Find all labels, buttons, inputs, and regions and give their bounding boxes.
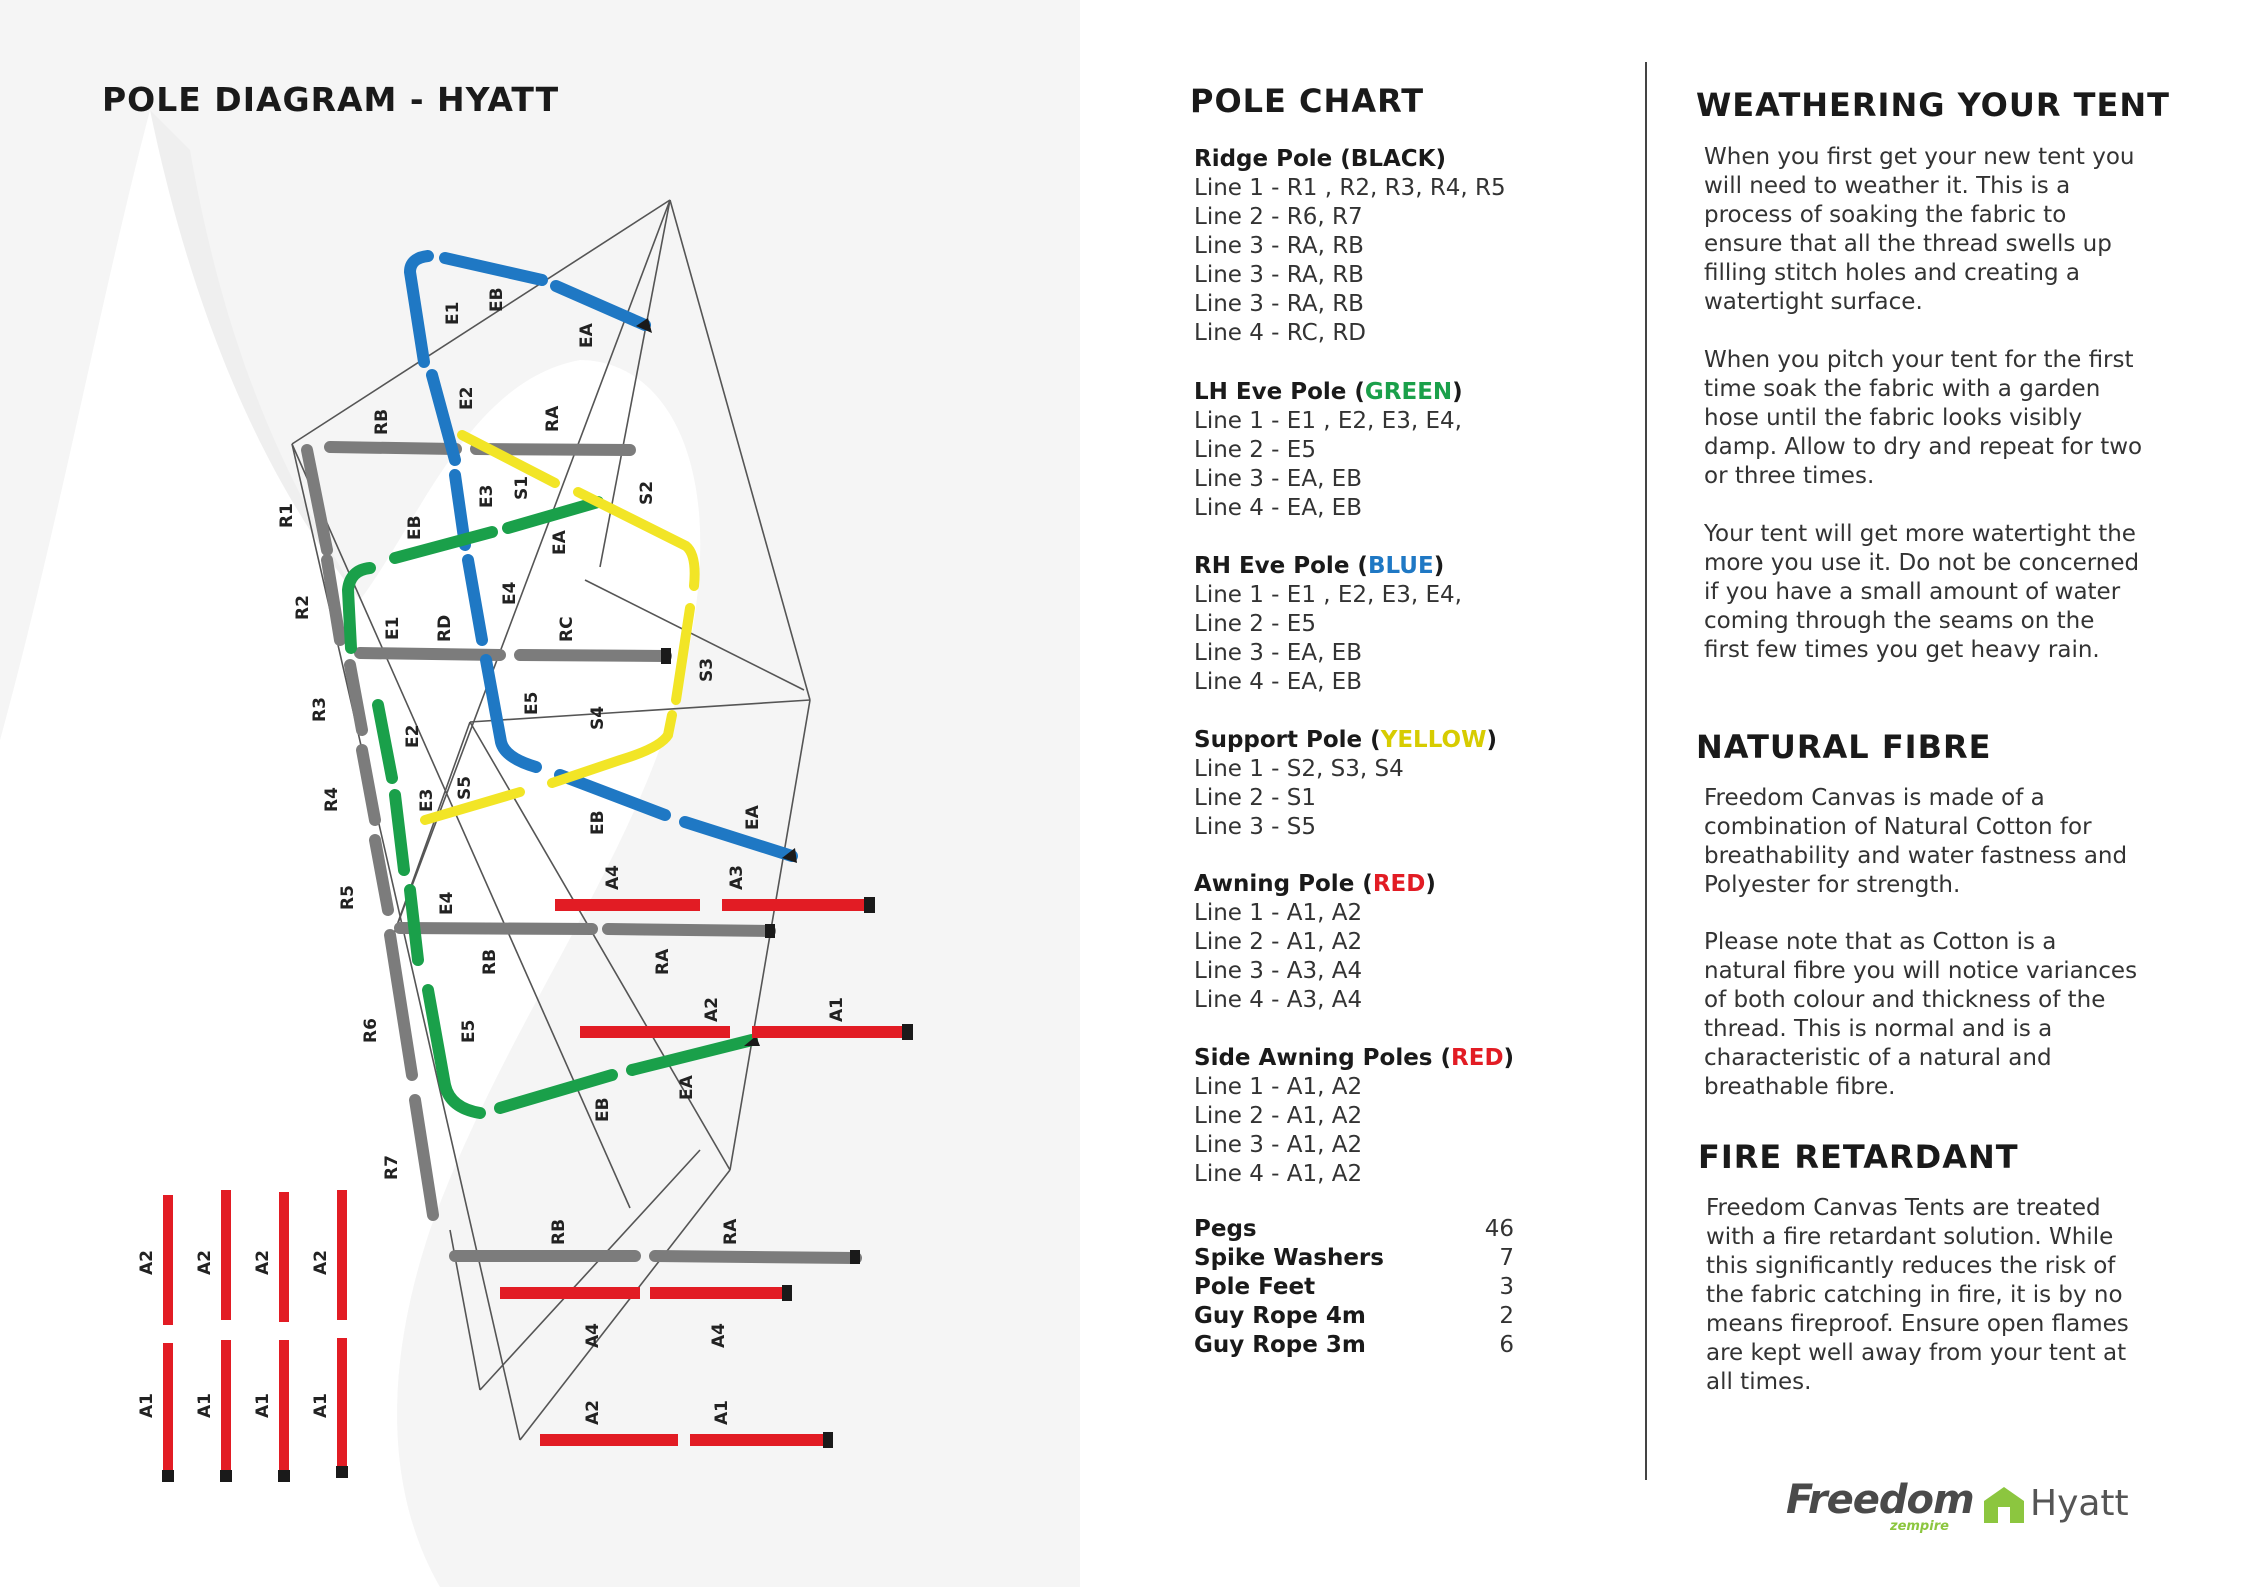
- pole-line-item: Line 3 - RA, RB: [1194, 233, 1364, 259]
- natural-fibre-paragraph-2: Please note that as Cotton is a natural fibre you will notice variances of both colour and thickness of the thread. This is normal and is a characteristic of a natural and breathable fibre.: [1704, 929, 2138, 1100]
- pole-section-heading: LH Eve Pole (GREEN): [1194, 379, 1463, 405]
- label-E4: E4: [437, 891, 457, 915]
- label-RD: RD: [435, 614, 455, 642]
- total-row: [1194, 1244, 1514, 1273]
- label-EA: EA: [577, 323, 597, 348]
- pole-E1-blue: [410, 256, 428, 362]
- pole-line-item: Line 4 - RC, RD: [1194, 320, 1367, 346]
- pole-line-item: Line 3 - RA, RB: [1194, 291, 1364, 317]
- pole-line-item: Line 3 - A1, A2: [1194, 1132, 1363, 1158]
- pole-RA-mid: [608, 929, 770, 931]
- total-label: Pole Feet: [1194, 1274, 1316, 1300]
- label-RB: RB: [549, 1218, 569, 1245]
- pole-section: [1194, 145, 1524, 348]
- pole-line-item: Line 4 - EA, EB: [1194, 669, 1362, 695]
- label-EB: EB: [405, 515, 425, 540]
- pole-section: [1194, 552, 1524, 697]
- label-A1: A1: [195, 1393, 215, 1418]
- pole-line-item: Line 2 - R6, R7: [1194, 204, 1363, 230]
- label-RA: RA: [721, 1218, 741, 1245]
- label-EA: EA: [743, 805, 763, 830]
- weathering-title: WEATHERING YOUR TENT: [1696, 86, 2170, 124]
- label-A2: A2: [311, 1250, 331, 1275]
- pole-R1: [307, 450, 327, 550]
- pole-line-item: Line 3 - EA, EB: [1194, 466, 1362, 492]
- weathering-paragraph-2: When you pitch your tent for the first time soak the fabric with a garden hose until the fabric looks visibly damp. Allow to dry and repeat for two or three times.: [1704, 347, 2143, 489]
- label-E1: E1: [443, 301, 463, 325]
- pole-section-heading: Awning Pole (RED): [1194, 871, 1436, 897]
- label-E3: E3: [477, 484, 497, 508]
- label-A2: A2: [253, 1250, 273, 1275]
- total-row: [1194, 1302, 1514, 1331]
- label-A1: A1: [712, 1400, 732, 1425]
- pole-RD: [360, 653, 500, 655]
- pole-line-item: Line 2 - E5: [1194, 611, 1316, 637]
- pole-section: [1194, 378, 1524, 523]
- logo-model: Hyatt: [2030, 1483, 2129, 1524]
- label-A1: A1: [137, 1393, 157, 1418]
- pole-line-item: Line 2 - S1: [1194, 785, 1317, 811]
- label-A2: A2: [702, 997, 722, 1022]
- pole-section-heading: Side Awning Poles (RED): [1194, 1045, 1515, 1071]
- pole-section-heading: RH Eve Pole (BLUE): [1194, 553, 1445, 579]
- total-value: 6: [1499, 1332, 1514, 1358]
- pole-EA-blue-2: [685, 822, 792, 856]
- pole-line-item: Line 1 - A1, A2: [1194, 900, 1363, 926]
- pole-line-item: Line 1 - E1 , E2, E3, E4,: [1194, 582, 1462, 608]
- logo-brand: Freedom: [1786, 1477, 1974, 1523]
- label-S2: S2: [637, 480, 657, 505]
- pole-section: [1194, 726, 1524, 842]
- pole-line-item: Line 3 - S5: [1194, 814, 1317, 840]
- pole-line-item: Line 1 - R1 , R2, R3, R4, R5: [1194, 175, 1506, 201]
- total-value: 7: [1499, 1245, 1514, 1271]
- pole-R3: [350, 665, 362, 730]
- label-E5: E5: [522, 691, 542, 715]
- label-EA: EA: [677, 1075, 697, 1100]
- pole-EB-blue: [445, 258, 542, 280]
- pole-E1-green: [348, 568, 370, 648]
- logo-sub: zempire: [1890, 1519, 1949, 1534]
- pole-E4-blue: [468, 560, 482, 640]
- diagram-title: POLE DIAGRAM - HYATT: [102, 80, 560, 119]
- pole-line-item: Line 4 - A3, A4: [1194, 987, 1363, 1013]
- label-A3: A3: [727, 865, 747, 890]
- total-label: Guy Rope 3m: [1194, 1332, 1366, 1358]
- pole-section: [1194, 1044, 1524, 1189]
- label-A4: A4: [583, 1323, 603, 1348]
- total-label: Guy Rope 4m: [1194, 1303, 1366, 1329]
- freedom-hyatt-logo: [1786, 1475, 2136, 1535]
- label-R4: R4: [322, 787, 342, 812]
- label-R6: R6: [361, 1018, 381, 1043]
- pole-section-heading: Ridge Pole (BLACK): [1194, 146, 1447, 172]
- natural-fibre-paragraph-1: Freedom Canvas is made of a combination of Natural Cotton for breathability and water fastness and Polyester for strength.: [1704, 785, 2128, 898]
- tent-pole-diagram: [0, 0, 1080, 1587]
- label-EB: EB: [588, 810, 608, 835]
- label-RB: RB: [480, 948, 500, 975]
- total-value: 46: [1484, 1216, 1514, 1242]
- side-awning-poles: [168, 1190, 342, 1475]
- pole-E4-green: [410, 890, 418, 960]
- pole-R4: [362, 750, 375, 820]
- house-icon: [1982, 1485, 2026, 1525]
- fire-retardant-title: FIRE RETARDANT: [1698, 1138, 2019, 1176]
- total-label: Spike Washers: [1194, 1245, 1384, 1271]
- total-label: Pegs: [1194, 1216, 1257, 1242]
- pole-line-item: Line 3 - EA, EB: [1194, 640, 1362, 666]
- pole-line-item: Line 1 - A1, A2: [1194, 1074, 1363, 1100]
- label-E1: E1: [383, 616, 403, 640]
- label-EA: EA: [550, 530, 570, 555]
- pole-S1: [462, 435, 555, 483]
- total-row: [1194, 1331, 1514, 1360]
- pole-section-heading: Support Pole (YELLOW): [1194, 727, 1497, 753]
- weathering-paragraph-1: When you first get your new tent you will need to weather it. This is a process of soaking the fabric to ensure that all the thread swells up filling stitch holes and creating a watertight surface.: [1704, 144, 2135, 315]
- label-S5: S5: [455, 775, 475, 800]
- pole-RA-bottom: [655, 1256, 856, 1258]
- pole-line-item: Line 2 - A1, A2: [1194, 929, 1363, 955]
- label-S4: S4: [588, 705, 608, 730]
- label-A1: A1: [253, 1393, 273, 1418]
- label-E2: E2: [403, 724, 423, 748]
- label-E3: E3: [417, 788, 437, 812]
- label-A4: A4: [603, 865, 623, 890]
- label-R5: R5: [338, 885, 358, 910]
- weathering-paragraph-3: Your tent will get more watertight the more you use it. Do not be concerned if you have a small amount of water coming through the seams on the first few times you get heavy rain.: [1704, 521, 2140, 663]
- total-row: [1194, 1215, 1514, 1244]
- total-row: [1194, 1273, 1514, 1302]
- awning-poles-red: [500, 905, 905, 1440]
- pole-EA-green-2: [632, 1040, 752, 1070]
- label-A1: A1: [827, 997, 847, 1022]
- pole-S2: [578, 492, 695, 586]
- label-E5: E5: [459, 1019, 479, 1043]
- pole-EB-blue-2: [560, 775, 665, 815]
- label-R7: R7: [382, 1155, 402, 1180]
- pole-R2: [327, 560, 340, 640]
- label-A2: A2: [583, 1400, 603, 1425]
- label-A4: A4: [709, 1323, 729, 1348]
- pole-line-item: Line 4 - EA, EB: [1194, 495, 1362, 521]
- label-E2: E2: [457, 386, 477, 410]
- total-value: 2: [1499, 1303, 1514, 1329]
- total-value: 3: [1499, 1274, 1514, 1300]
- label-RA: RA: [543, 405, 563, 432]
- pole-R5: [375, 840, 388, 910]
- pole-diagram-panel: [0, 0, 1080, 1587]
- label-R3: R3: [310, 697, 330, 722]
- label-RB: RB: [372, 408, 392, 435]
- column-divider: [1645, 62, 1647, 1480]
- label-A1: A1: [311, 1393, 331, 1418]
- label-R2: R2: [293, 595, 313, 620]
- pole-E5-green: [428, 990, 480, 1113]
- label-E4: E4: [500, 581, 520, 605]
- pole-RB-mid: [400, 928, 592, 929]
- label-RA: RA: [653, 948, 673, 975]
- pole-RC: [520, 655, 666, 656]
- natural-fibre-title: NATURAL FIBRE: [1696, 728, 1992, 766]
- label-EB: EB: [487, 287, 507, 312]
- label-R1: R1: [277, 503, 297, 528]
- pole-E3-green: [395, 795, 404, 870]
- pole-line-item: Line 3 - A3, A4: [1194, 958, 1363, 984]
- pole-line-item: Line 2 - E5: [1194, 437, 1316, 463]
- pole-line-item: Line 3 - RA, RB: [1194, 262, 1364, 288]
- pole-RB-top: [330, 447, 456, 449]
- pole-line-item: Line 1 - E1 , E2, E3, E4,: [1194, 408, 1462, 434]
- pole-EA-green: [508, 502, 598, 528]
- pole-S3: [676, 608, 690, 700]
- label-A2: A2: [195, 1250, 215, 1275]
- pole-section: [1194, 870, 1524, 1015]
- label-A2: A2: [137, 1250, 157, 1275]
- pole-chart-totals: [1194, 1215, 1514, 1360]
- pole-R7: [415, 1100, 433, 1215]
- pole-line-item: Line 2 - A1, A2: [1194, 1103, 1363, 1129]
- pole-line-item: Line 4 - A1, A2: [1194, 1161, 1363, 1187]
- label-S1: S1: [512, 475, 532, 500]
- pole-E2-green: [378, 705, 392, 778]
- pole-chart-title: POLE CHART: [1190, 82, 1425, 120]
- pole-line-item: Line 1 - S2, S3, S4: [1194, 756, 1404, 782]
- label-RC: RC: [557, 616, 577, 642]
- pole-EA-blue: [556, 286, 645, 325]
- label-S3: S3: [697, 657, 717, 682]
- label-EB: EB: [593, 1097, 613, 1122]
- fire-retardant-paragraph: Freedom Canvas Tents are treated with a fire retardant solution. While this significantly reduces the risk of the fabric catching in fire, it is by no means fireproof. Ensure open flames are kept well away from your tent at all times.: [1706, 1195, 2129, 1395]
- pole-S4: [552, 715, 672, 783]
